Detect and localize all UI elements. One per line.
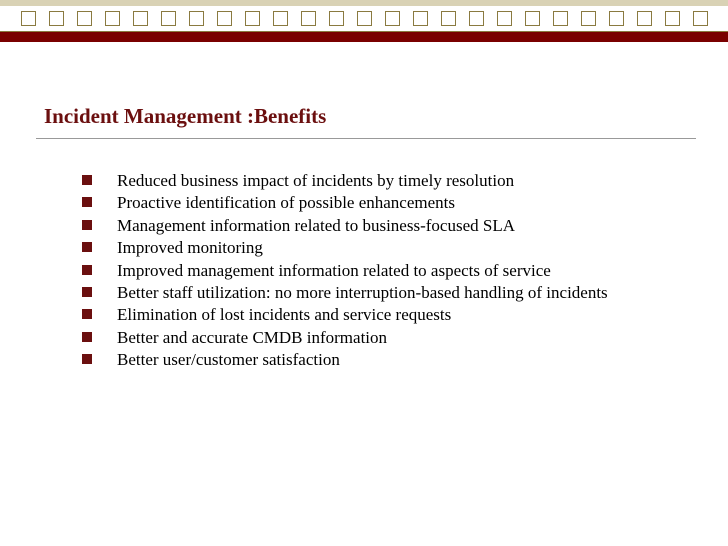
slide-title: Incident Management :Benefits (44, 104, 327, 128)
square-icon (693, 11, 708, 26)
square-icon (497, 11, 512, 26)
bullet-text: Improved monitoring (117, 238, 263, 258)
square-icon (133, 11, 148, 26)
list-item (0, 216, 637, 235)
square-icon (637, 11, 652, 26)
square-icon (217, 11, 232, 26)
square-icon (469, 11, 484, 26)
bullet-text: Better user/customer satisfaction (117, 350, 340, 370)
square-bullet-icon (82, 242, 92, 252)
banner-bar (0, 32, 728, 42)
square-bullet-icon (82, 197, 92, 207)
square-icon (77, 11, 92, 26)
square-bullet-icon (82, 332, 92, 342)
square-bullet-icon (82, 287, 92, 297)
header-banner (0, 0, 728, 40)
list-item (0, 283, 637, 302)
square-icon (413, 11, 428, 26)
bullet-text: Better and accurate CMDB information (117, 327, 388, 347)
square-icon (525, 11, 540, 26)
square-icon (21, 11, 36, 26)
list-item (0, 305, 637, 324)
square-icon (385, 11, 400, 26)
bullet-text: Improved management information related to aspects of service (117, 260, 551, 280)
square-icon (245, 11, 260, 26)
square-icon (441, 11, 456, 26)
list-item (0, 261, 637, 280)
square-icon (357, 11, 372, 26)
list-item (0, 350, 637, 369)
bullet-text: Reduced business impact of incidents by timely resolution (117, 171, 515, 190)
bullet-text: Management information related to business-focused SLA (117, 215, 515, 235)
decorative-squares (0, 6, 728, 32)
bullet-text: Better staff utilization: no more interruption-based handling of incidents (117, 282, 608, 302)
bullet-text: Proactive identification of possible enhancements (117, 193, 456, 213)
bullet-text: Elimination of lost incidents and service requests (117, 305, 452, 325)
square-bullet-icon (82, 309, 92, 319)
square-icon (161, 11, 176, 26)
square-icon (553, 11, 568, 26)
square-icon (609, 11, 624, 26)
square-bullet-icon (82, 354, 92, 364)
list-item (0, 328, 637, 347)
title-underline (36, 138, 696, 139)
bullet-list (0, 171, 637, 373)
list-item (0, 238, 637, 257)
square-bullet-icon (82, 175, 92, 185)
square-icon (105, 11, 120, 26)
square-icon (665, 11, 680, 26)
square-bullet-icon (82, 265, 92, 275)
square-icon (49, 11, 64, 26)
square-icon (581, 11, 596, 26)
square-icon (189, 11, 204, 26)
square-bullet-icon (82, 220, 92, 230)
list-item (0, 171, 637, 190)
list-item (0, 193, 637, 212)
square-icon (301, 11, 316, 26)
square-icon (273, 11, 288, 26)
square-icon (329, 11, 344, 26)
